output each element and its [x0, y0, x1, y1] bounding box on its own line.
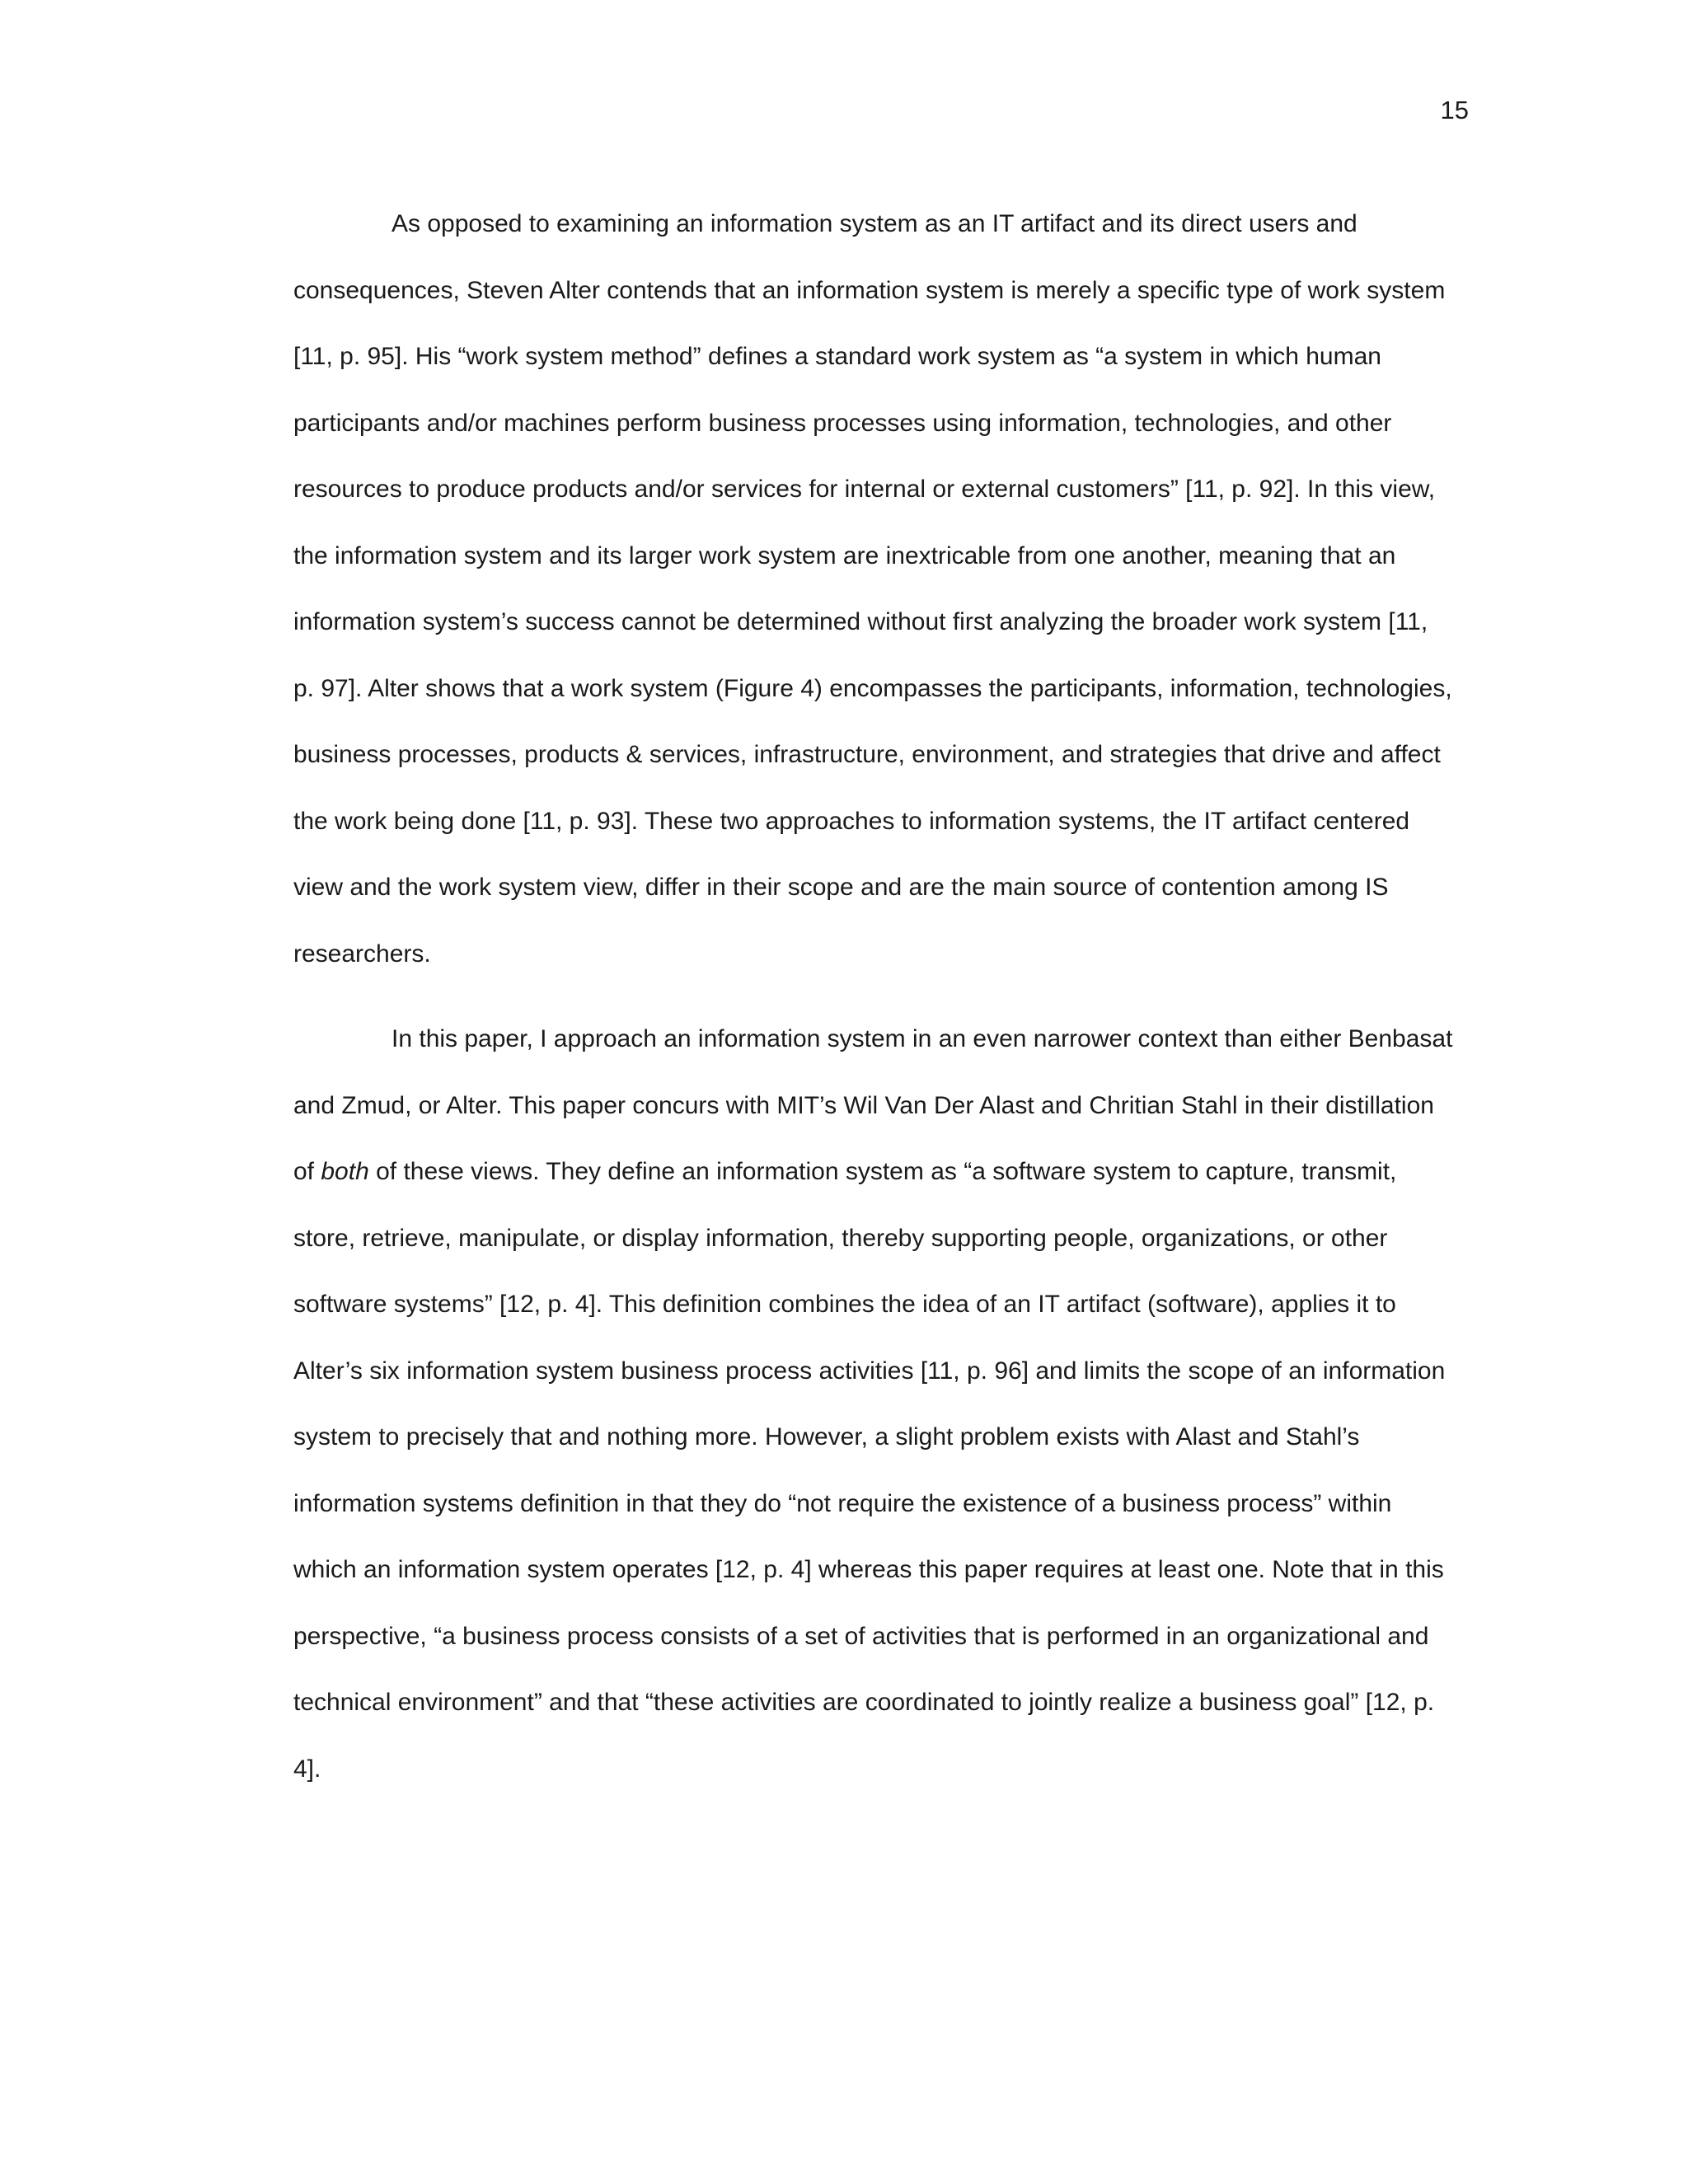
text-line: p. 97]. Alter shows that a work system (Figure 4) encompasses the participants, information, technologies,: [293, 674, 1452, 702]
text-line: which an information system operates [12, p. 4] whereas this paper requires at least one. Note that in this: [293, 1556, 1444, 1583]
text-line: and Zmud, or Alter. This paper concurs with MIT’s Wil Van Der Alast and Chritian Stahl in their distillation: [293, 1091, 1434, 1119]
paragraph-information-system-definition: [293, 1006, 1468, 1802]
text-line: the information system and its larger work system are inextricable from one another, meaning that an: [293, 541, 1396, 569]
text-line: Alter’s six information system business process activities [11, p. 96] and limits the scope of an information: [293, 1357, 1446, 1385]
text-fragment: of these views. They define an information system as “a software system to capture, transmit,: [368, 1158, 1397, 1185]
text-line: information systems definition in that they do “not require the existence of a business process” within: [293, 1489, 1392, 1517]
text-line: technical environment” and that “these activities are coordinated to jointly realize a business goal” [12, p.: [293, 1689, 1435, 1716]
text-line: view and the work system view, differ in their scope and are the main source of contention among IS: [293, 874, 1389, 901]
text-line: In this paper, I approach an information system in an even narrower context than either Benbasat: [392, 1025, 1453, 1052]
text-line: information system’s success cannot be determined without first analyzing the broader work system [11,: [293, 608, 1428, 635]
text-line: 4].: [293, 1755, 321, 1783]
text-line: business processes, products & services, infrastructure, environment, and strategies that drive and affect: [293, 741, 1441, 768]
text-line: consequences, Steven Alter contends that an information system is merely a specific type of work system: [293, 276, 1446, 304]
body-text: [293, 191, 1468, 1802]
text-line: system to precisely that and nothing more. However, a slight problem exists with Alast and Stahl’s: [293, 1423, 1360, 1451]
text-line: [11, p. 95]. His “work system method” defines a standard work system as “a system in which human: [293, 343, 1381, 370]
text-line: store, retrieve, manipulate, or display information, thereby supporting people, organizations, or other: [293, 1224, 1388, 1252]
text-line: perspective, “a business process consists of a set of activities that is performed in an organizational and: [293, 1622, 1429, 1650]
paragraph-work-system: [293, 191, 1468, 987]
emphasis-both: both: [321, 1158, 369, 1185]
text-fragment: of: [293, 1158, 321, 1185]
text-line: resources to produce products and/or services for internal or external customers” [11, p. 92]. In this view,: [293, 476, 1436, 503]
page-number: 15: [1440, 96, 1469, 124]
text-line-with-emphasis: [293, 1139, 1468, 1206]
text-line: the work being done [11, p. 93]. These two approaches to information systems, the IT artifact centered: [293, 807, 1410, 835]
text-line: software systems” [12, p. 4]. This definition combines the idea of an IT artifact (software), applies it to: [293, 1291, 1396, 1318]
text-line: participants and/or machines perform business processes using information, technologies, and other: [293, 409, 1392, 437]
text-line: As opposed to examining an information system as an IT artifact and its direct users and: [392, 210, 1357, 237]
text-line: researchers.: [293, 940, 431, 968]
